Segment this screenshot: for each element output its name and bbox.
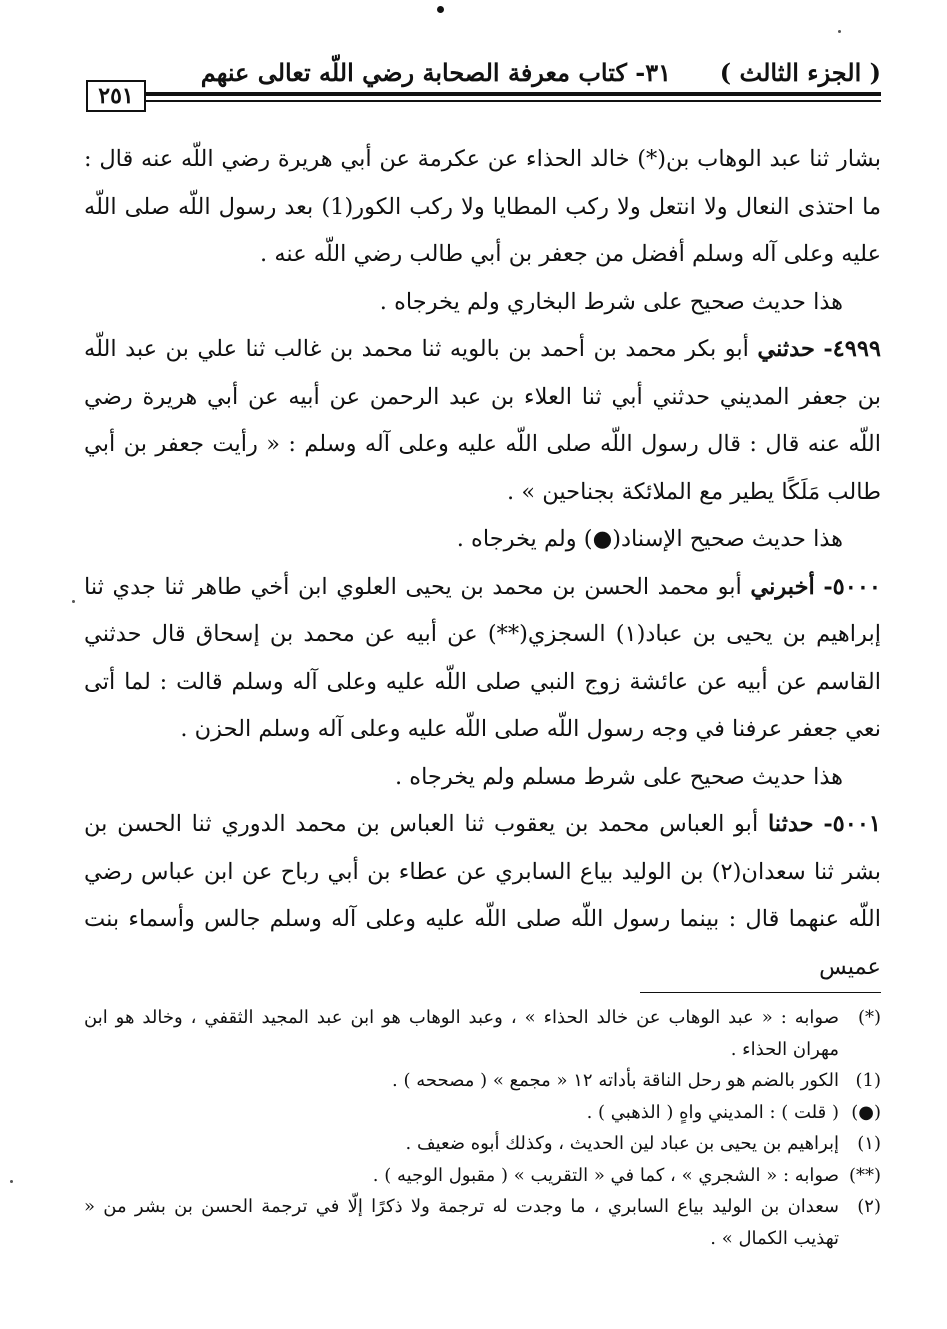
- footnote-mark: (**): [848, 1164, 881, 1186]
- volume-label: ( الجزء الثالث ): [719, 58, 881, 87]
- verdict-line: [84, 516, 881, 564]
- footnote-text: إبراهيم بن يحيى بن عباد لين الحديث ، وكذلك أبوه ضعيف .: [405, 1133, 839, 1154]
- hadith-5001: [84, 801, 881, 991]
- hadith-lead: حدثني: [757, 336, 815, 362]
- footnote-separator: [640, 992, 881, 993]
- header-rule-thick: [146, 92, 881, 96]
- page-header: [86, 52, 881, 112]
- paragraph-text: بشار ثنا عبد الوهاب بن(*) خالد الحذاء عن عكرمة عن أبي هريرة رضي اللّه عنه قال : ما احتذى النعال ولا انتعل ولا ركب المطايا ولا ركب الكور(1) بعد رسول اللّه صلى اللّه عليه وعلى آله وسلم أفضل من جعفر بن أبي طالب رضي اللّه عنه .: [84, 146, 882, 267]
- main-text: [84, 136, 881, 991]
- hadith-text: أبو بكر محمد بن أحمد بن بالويه ثنا محمد بن غالب ثنا علي بن عبد اللّه بن جعفر المديني حدثني أبي ثنا العلاء بن عبد الرحمن عن أبيه عن أبي هريرة رضي اللّه عنه قال : قال رسول اللّه صلى اللّه عليه وعلى آله وسلم : « رأيت جعفر بن أبي طالب مَلَكًا يطير مع الملائكة بجناحين » .: [84, 336, 881, 505]
- hadith-number: ٤٩٩٩-: [823, 336, 881, 362]
- footnote-mark: (*): [857, 1007, 881, 1028]
- verdict-text: هذا حديث صحيح الإسناد(●) ولم يخرجاه .: [456, 526, 843, 552]
- footnote-text: صوابه : « الشجري » ، كما في « التقريب » ( مقبول الوجيه ) .: [372, 1164, 839, 1186]
- footnote-text: ( قلت ) : المديني واهٍ ( الذهبي ) .: [586, 1101, 839, 1123]
- footnote-mark: (٢): [857, 1196, 881, 1217]
- footnote: [84, 1128, 881, 1160]
- paragraph-continuation: [84, 136, 881, 279]
- hadith-5000: [84, 564, 881, 754]
- footnote: [84, 1065, 881, 1097]
- chapter-title: ٣١- كتاب معرفة الصحابة رضي اللّه تعالى عنهم: [200, 58, 671, 87]
- footnote-mark: (1): [855, 1070, 881, 1091]
- hadith-4999: [84, 326, 881, 516]
- verdict-line: [84, 754, 881, 802]
- verdict-text: هذا حديث صحيح على شرط مسلم ولم يخرجاه .: [394, 763, 843, 790]
- footnote-text: الكور بالضم هو رحل الناقة بأداته ١٢ « مجمع » ( مصححه ) .: [392, 1070, 839, 1091]
- footnote: [84, 1160, 881, 1192]
- footnote: [84, 1191, 881, 1254]
- hadith-lead: أخبرني: [750, 573, 815, 600]
- footnote-mark: (١): [857, 1133, 881, 1154]
- scan-speck: [838, 30, 841, 33]
- footnote: [84, 1002, 881, 1065]
- footnote-text: سعدان بن الوليد بياع السابري ، ما وجدت له ترجمة ولا ذكرًا إلّا في ترجمة الحسن بن بشر من « تهذيب الكمال » .: [84, 1196, 839, 1249]
- hadith-number: ٥٠٠٠-: [823, 573, 881, 600]
- hadith-lead: حدثنا: [767, 811, 814, 837]
- scan-speck: [10, 1180, 13, 1183]
- hadith-text: أبو العباس محمد بن يعقوب ثنا العباس بن محمد الدوري ثنا الحسن بن بشر ثنا سعدان(٢) بن الوليد بياع السابري عن عطاء بن أبي رباح عن ابن عباس رضي اللّه عنهما قال : بينما رسول اللّه صلى اللّه عليه وعلى آله وسلم جالس وأسماء بنت عميس: [84, 811, 881, 980]
- footnote-mark: (●): [851, 1101, 881, 1123]
- footnotes: [84, 1002, 881, 1254]
- verdict-text: هذا حديث صحيح على شرط البخاري ولم يخرجاه .: [379, 288, 843, 315]
- decorative-dot: [437, 6, 444, 13]
- hadith-number: ٥٠٠١-: [823, 811, 881, 837]
- page-number: ٢٥١: [86, 80, 146, 112]
- hadith-text: أبو محمد الحسن بن محمد بن يحيى العلوي ابن أخي طاهر ثنا جدي ثنا إبراهيم بن يحيى بن عباد(١) السجزي(**) عن أبيه عن محمد بن إسحاق قال حدثني القاسم عن أبيه عن عائشة زوج النبي صلى اللّه عليه وعلى آله وسلم قالت : لما أتى نعي جعفر عرفنا في وجه رسول اللّه صلى اللّه عليه وعلى آله وسلم الحزن .: [84, 573, 881, 742]
- scan-speck: [72, 600, 75, 603]
- verdict-line: [84, 279, 881, 327]
- header-rule-thin: [146, 100, 881, 102]
- footnote-text: صوابه : « عبد الوهاب عن خالد الحذاء » ، وعبد الوهاب هو ابن عبد المجيد الثقفي ، وخالد هو ابن مهران الحذاء .: [84, 1007, 839, 1060]
- footnote: [84, 1097, 881, 1129]
